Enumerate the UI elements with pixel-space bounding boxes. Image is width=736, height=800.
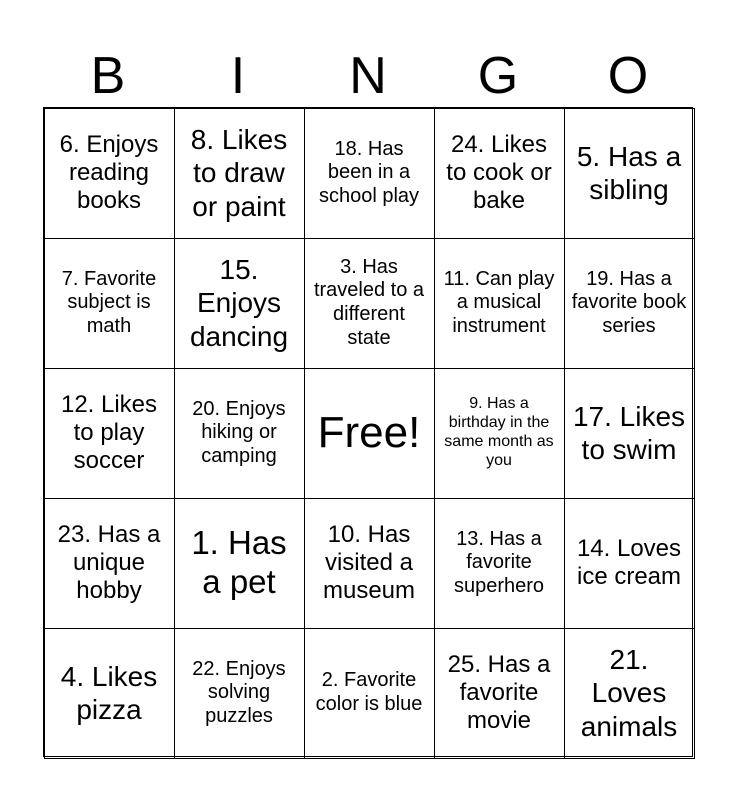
header-letter-b: B [90,47,126,105]
bingo-cell-20[interactable]: 14. Loves ice cream [564,498,695,629]
bingo-cell-11[interactable]: 12. Likes to play soccer [44,368,175,499]
header-letter-g: G [477,47,519,105]
bingo-cell-21[interactable]: 4. Likes pizza [44,628,175,759]
bingo-cell-18[interactable]: 10. Has visited a museum [304,498,435,629]
bingo-cell-15[interactable]: 17. Likes to swim [564,368,695,499]
bingo-board [43,107,693,757]
bingo-cell-3[interactable]: 18. Has been in a school play [304,108,435,239]
header-letter-n: N [349,47,387,105]
header-letter-o: O [607,47,649,105]
bingo-cell-2[interactable]: 8. Likes to draw or paint [174,108,305,239]
bingo-cell-22[interactable]: 22. Enjoys solving puzzles [174,628,305,759]
bingo-cell-25[interactable]: 21. Loves animals [564,628,695,759]
bingo-cell-free[interactable]: Free! [304,368,435,499]
bingo-cell-4[interactable]: 24. Likes to cook or bake [434,108,565,239]
bingo-cell-24[interactable]: 25. Has a favorite movie [434,628,565,759]
bingo-cell-16[interactable]: 23. Has a unique hobby [44,498,175,629]
bingo-cell-19[interactable]: 13. Has a favorite superhero [434,498,565,629]
bingo-cell-1[interactable]: 6. Enjoys reading books [44,108,175,239]
bingo-cell-7[interactable]: 15. Enjoys dancing [174,238,305,369]
bingo-cell-14[interactable]: 9. Has a birthday in the same month as you [434,368,565,499]
bingo-cell-9[interactable]: 11. Can play a musical instrument [434,238,565,369]
bingo-cell-5[interactable]: 5. Has a sibling [564,108,695,239]
header-letter-i: I [230,47,246,105]
bingo-header [43,45,693,107]
bingo-cell-10[interactable]: 19. Has a favorite book series [564,238,695,369]
bingo-cell-8[interactable]: 3. Has traveled to a different state [304,238,435,369]
bingo-cell-23[interactable]: 2. Favorite color is blue [304,628,435,759]
bingo-cell-6[interactable]: 7. Favorite subject is math [44,238,175,369]
bingo-cell-17[interactable]: 1. Has a pet [174,498,305,629]
bingo-cell-12[interactable]: 20. Enjoys hiking or camping [174,368,305,499]
